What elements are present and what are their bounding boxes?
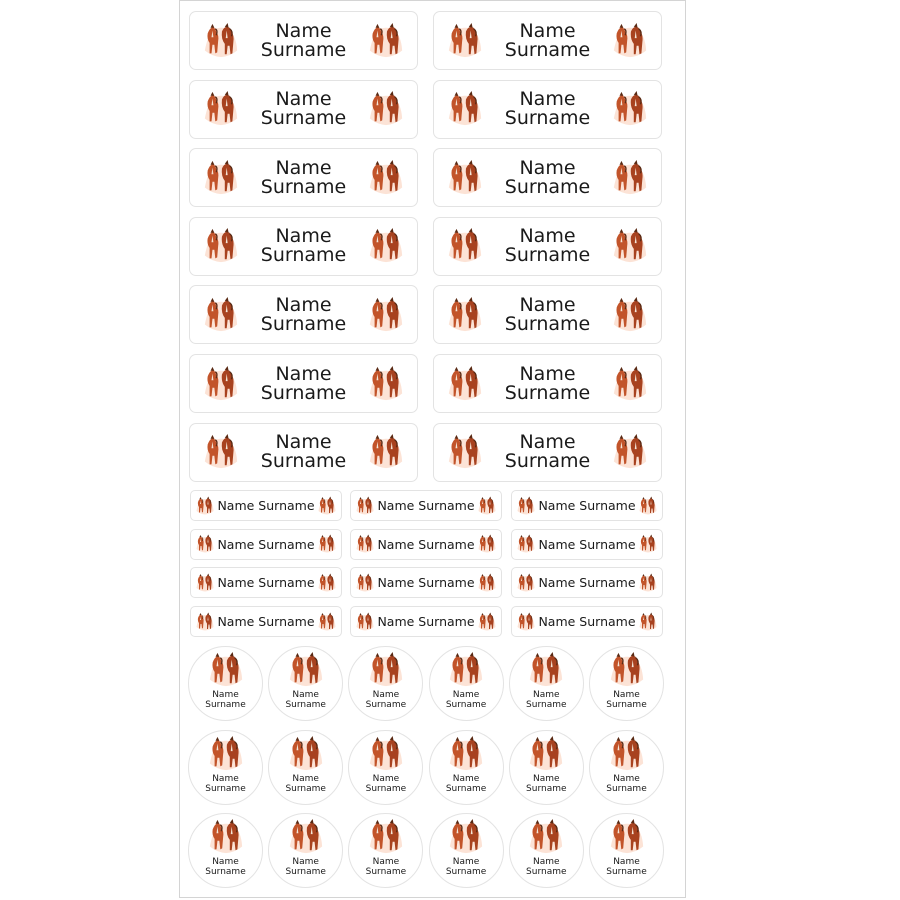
horses-icon bbox=[608, 651, 646, 689]
horses-icon bbox=[447, 651, 485, 689]
small-name-label bbox=[511, 606, 663, 637]
round-name-label bbox=[348, 730, 423, 805]
horses-icon bbox=[367, 818, 405, 856]
label-surname: Surname bbox=[504, 244, 591, 267]
label-surname: Surname bbox=[365, 867, 407, 877]
label-surname: Surname bbox=[260, 244, 347, 267]
label-name: Name bbox=[275, 156, 332, 179]
label-full-name: Name Surname bbox=[538, 614, 636, 630]
small-name-label bbox=[511, 490, 663, 521]
label-surname: Surname bbox=[504, 450, 591, 473]
label-name: Name bbox=[292, 857, 319, 867]
horses-icon bbox=[527, 651, 565, 689]
horses-icon bbox=[195, 612, 215, 632]
round-name-label bbox=[589, 646, 664, 721]
label-surname: Surname bbox=[260, 38, 347, 61]
label-full-name: Name Surname bbox=[377, 498, 475, 513]
horses-icon bbox=[447, 735, 485, 773]
label-surname: Surname bbox=[260, 381, 347, 404]
label-full-name: Name Surname bbox=[538, 575, 636, 591]
label-name: Name bbox=[452, 857, 480, 867]
label-text bbox=[505, 90, 590, 128]
horses-icon bbox=[367, 651, 405, 689]
horses-icon bbox=[207, 651, 245, 689]
label-surname: Surname bbox=[205, 700, 246, 710]
large-name-label bbox=[189, 80, 418, 139]
label-full-name: Name Surname bbox=[217, 575, 315, 591]
label-text bbox=[260, 362, 347, 404]
horses-icon bbox=[446, 296, 484, 334]
label-surname: Surname bbox=[365, 783, 407, 794]
label-name: Name bbox=[613, 857, 640, 867]
large-name-label bbox=[189, 217, 418, 276]
horses-icon bbox=[446, 365, 484, 403]
horses-icon bbox=[527, 818, 565, 856]
horses-icon bbox=[446, 90, 484, 128]
horses-icon bbox=[355, 496, 375, 516]
label-full-name: Name Surname bbox=[377, 614, 475, 630]
label-name: Name bbox=[519, 19, 576, 42]
horses-icon bbox=[367, 296, 405, 334]
horses-icon bbox=[516, 534, 536, 554]
label-surname: Surname bbox=[445, 700, 487, 710]
label-name: Name bbox=[275, 19, 332, 42]
horses-icon bbox=[446, 22, 484, 60]
horses-icon bbox=[195, 496, 215, 516]
round-name-label bbox=[589, 813, 664, 888]
label-name: Name bbox=[212, 773, 239, 784]
label-name: Name bbox=[372, 690, 400, 700]
label-name: Name bbox=[275, 362, 332, 385]
horses-icon bbox=[367, 227, 405, 265]
label-surname: Surname bbox=[504, 107, 591, 130]
horses-icon bbox=[202, 22, 240, 60]
large-name-label bbox=[433, 423, 662, 482]
large-name-label bbox=[189, 11, 418, 70]
horses-icon bbox=[477, 534, 497, 554]
large-name-label bbox=[189, 354, 418, 413]
horses-icon bbox=[202, 227, 240, 265]
round-name-label bbox=[509, 730, 584, 805]
horses-icon bbox=[367, 159, 405, 197]
label-surname: Surname bbox=[504, 312, 591, 335]
horses-icon bbox=[611, 296, 649, 334]
label-surname: Surname bbox=[606, 867, 647, 877]
label-surname: Surname bbox=[260, 312, 347, 335]
round-name-label bbox=[509, 813, 584, 888]
label-text bbox=[606, 690, 646, 710]
round-name-label bbox=[268, 730, 343, 805]
label-text bbox=[205, 774, 245, 794]
label-surname: Surname bbox=[260, 107, 347, 130]
horses-icon bbox=[611, 159, 649, 197]
horses-icon bbox=[608, 735, 646, 773]
small-name-label bbox=[511, 567, 663, 598]
label-surname: Surname bbox=[504, 175, 591, 198]
round-name-label bbox=[188, 646, 263, 721]
large-name-label bbox=[433, 285, 662, 344]
round-name-label bbox=[429, 730, 504, 805]
horses-icon bbox=[611, 227, 649, 265]
horses-icon bbox=[202, 365, 240, 403]
horses-icon bbox=[367, 365, 405, 403]
horses-icon bbox=[608, 818, 646, 856]
horses-icon bbox=[207, 735, 245, 773]
horses-icon bbox=[195, 573, 215, 593]
label-text bbox=[446, 774, 486, 794]
horses-icon bbox=[516, 496, 536, 516]
label-name: Name bbox=[613, 690, 640, 700]
round-name-label bbox=[429, 646, 504, 721]
label-surname: Surname bbox=[504, 381, 591, 404]
label-surname: Surname bbox=[606, 700, 647, 710]
label-text bbox=[505, 227, 590, 265]
label-text bbox=[366, 690, 406, 710]
round-name-label bbox=[589, 730, 664, 805]
label-text bbox=[366, 774, 406, 794]
label-full-name: Name Surname bbox=[217, 614, 315, 630]
horses-icon bbox=[611, 433, 649, 471]
label-name: Name bbox=[519, 88, 576, 111]
horses-icon bbox=[202, 90, 240, 128]
small-name-label bbox=[511, 529, 663, 560]
horses-icon bbox=[355, 612, 375, 632]
label-text bbox=[505, 433, 590, 471]
label-text bbox=[260, 19, 347, 61]
label-surname: Surname bbox=[285, 783, 326, 794]
horses-icon bbox=[355, 534, 375, 554]
horses-icon bbox=[447, 818, 485, 856]
label-surname: Surname bbox=[205, 867, 246, 877]
label-name: Name bbox=[275, 225, 332, 248]
label-surname: Surname bbox=[504, 38, 591, 61]
horses-icon bbox=[477, 573, 497, 593]
large-name-label bbox=[433, 217, 662, 276]
small-name-label bbox=[190, 567, 342, 598]
horses-icon bbox=[202, 433, 240, 471]
round-name-label bbox=[188, 730, 263, 805]
label-text bbox=[504, 362, 591, 404]
horses-icon bbox=[638, 612, 658, 632]
horses-icon bbox=[611, 22, 649, 60]
horses-icon bbox=[207, 818, 245, 856]
label-text bbox=[446, 857, 486, 877]
label-surname: Surname bbox=[526, 700, 567, 710]
large-name-label bbox=[433, 80, 662, 139]
horses-icon bbox=[367, 433, 405, 471]
label-surname: Surname bbox=[606, 783, 647, 794]
label-text bbox=[526, 857, 566, 877]
horses-icon bbox=[638, 534, 658, 554]
round-name-label bbox=[429, 813, 504, 888]
horses-icon bbox=[367, 735, 405, 773]
large-name-label bbox=[189, 148, 418, 207]
horses-icon bbox=[446, 227, 484, 265]
label-text bbox=[606, 857, 646, 877]
label-name: Name bbox=[372, 857, 400, 867]
label-text bbox=[606, 774, 646, 794]
small-name-label bbox=[350, 606, 502, 637]
label-name: Name bbox=[519, 156, 576, 179]
small-name-label bbox=[190, 529, 342, 560]
horses-icon bbox=[611, 365, 649, 403]
small-name-label bbox=[350, 490, 502, 521]
horses-icon bbox=[527, 735, 565, 773]
round-name-label bbox=[268, 646, 343, 721]
horses-icon bbox=[367, 90, 405, 128]
label-full-name: Name Surname bbox=[538, 536, 636, 552]
horses-icon bbox=[446, 433, 484, 471]
label-name: Name bbox=[212, 690, 239, 700]
label-text bbox=[285, 690, 325, 710]
label-full-name: Name Surname bbox=[538, 498, 636, 513]
horses-icon bbox=[287, 651, 325, 689]
label-text bbox=[366, 857, 406, 877]
label-name: Name bbox=[275, 88, 332, 111]
large-name-label bbox=[433, 354, 662, 413]
label-surname: Surname bbox=[445, 867, 487, 877]
horses-icon bbox=[287, 735, 325, 773]
label-name: Name bbox=[452, 690, 480, 700]
label-text bbox=[261, 433, 346, 471]
horses-icon bbox=[355, 573, 375, 593]
horses-icon bbox=[287, 818, 325, 856]
label-name: Name bbox=[533, 857, 560, 867]
horses-icon bbox=[638, 496, 658, 516]
label-surname: Surname bbox=[445, 783, 487, 794]
label-text bbox=[205, 690, 245, 710]
label-surname: Surname bbox=[285, 867, 326, 877]
label-text bbox=[504, 293, 591, 335]
label-text bbox=[504, 19, 591, 61]
round-name-label bbox=[268, 813, 343, 888]
label-name: Name bbox=[275, 293, 332, 316]
label-name: Name bbox=[452, 773, 480, 784]
label-surname: Surname bbox=[526, 783, 567, 794]
label-surname: Surname bbox=[260, 450, 347, 473]
small-name-label bbox=[190, 606, 342, 637]
label-name: Name bbox=[275, 431, 332, 454]
label-surname: Surname bbox=[285, 700, 326, 710]
horses-icon bbox=[611, 90, 649, 128]
small-name-label bbox=[350, 567, 502, 598]
label-text bbox=[446, 690, 486, 710]
label-text bbox=[261, 90, 346, 128]
label-text bbox=[504, 156, 591, 198]
label-full-name: Name Surname bbox=[217, 536, 315, 552]
label-text bbox=[261, 227, 346, 265]
label-full-name: Name Surname bbox=[377, 575, 475, 591]
label-text bbox=[260, 293, 347, 335]
label-text bbox=[526, 690, 566, 710]
horses-icon bbox=[317, 496, 337, 516]
small-name-label bbox=[190, 490, 342, 521]
round-name-label bbox=[509, 646, 584, 721]
label-name: Name bbox=[519, 362, 576, 385]
label-name: Name bbox=[519, 293, 576, 316]
label-text bbox=[205, 857, 245, 877]
label-name: Name bbox=[533, 773, 560, 784]
horses-icon bbox=[477, 496, 497, 516]
horses-icon bbox=[317, 612, 337, 632]
large-name-label bbox=[189, 285, 418, 344]
round-name-label bbox=[188, 813, 263, 888]
label-name: Name bbox=[372, 773, 400, 784]
round-name-label bbox=[348, 646, 423, 721]
round-name-label bbox=[348, 813, 423, 888]
large-name-label bbox=[189, 423, 418, 482]
large-name-label bbox=[433, 148, 662, 207]
horses-icon bbox=[317, 573, 337, 593]
label-name: Name bbox=[519, 225, 576, 248]
label-surname: Surname bbox=[526, 867, 567, 877]
label-name: Name bbox=[519, 431, 576, 454]
label-surname: Surname bbox=[205, 783, 246, 794]
label-name: Name bbox=[613, 773, 640, 784]
horses-icon bbox=[202, 296, 240, 334]
horses-icon bbox=[202, 159, 240, 197]
label-surname: Surname bbox=[260, 175, 347, 198]
large-name-label bbox=[433, 11, 662, 70]
horses-icon bbox=[195, 534, 215, 554]
label-name: Name bbox=[212, 857, 239, 867]
horses-icon bbox=[446, 159, 484, 197]
small-name-label bbox=[350, 529, 502, 560]
horses-icon bbox=[367, 22, 405, 60]
label-full-name: Name Surname bbox=[217, 498, 315, 513]
label-text bbox=[285, 774, 325, 794]
label-name: Name bbox=[292, 690, 319, 700]
horses-icon bbox=[638, 573, 658, 593]
label-surname: Surname bbox=[365, 700, 407, 710]
label-name: Name bbox=[292, 773, 319, 784]
label-full-name: Name Surname bbox=[377, 536, 475, 552]
horses-icon bbox=[317, 534, 337, 554]
label-text bbox=[260, 156, 347, 198]
label-text bbox=[526, 774, 566, 794]
label-text bbox=[285, 857, 325, 877]
horses-icon bbox=[516, 612, 536, 632]
horses-icon bbox=[477, 612, 497, 632]
horses-icon bbox=[516, 573, 536, 593]
label-name: Name bbox=[533, 690, 560, 700]
